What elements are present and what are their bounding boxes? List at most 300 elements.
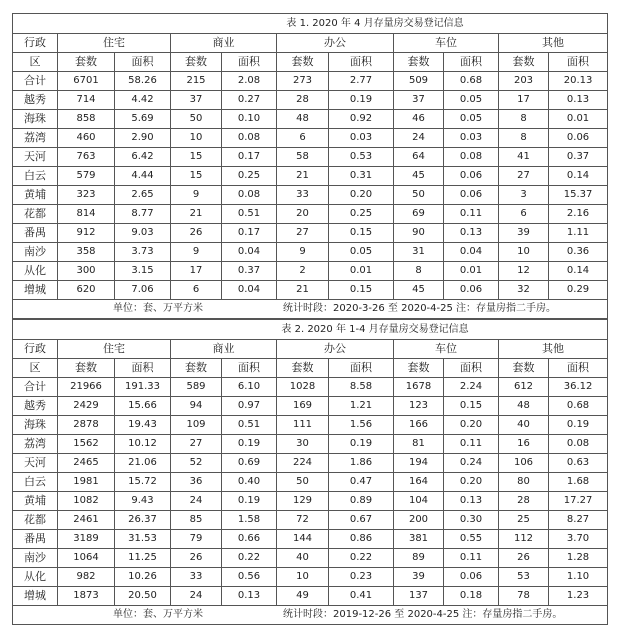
cell-value: 58.26 [115,72,171,91]
table-row [13,205,608,224]
table-row [13,110,608,129]
cell-value: 27 [171,435,222,454]
cell-value: 0.13 [444,224,499,243]
cell-value: 137 [394,587,444,606]
district-name: 南沙 [13,243,58,262]
cell-value: 2 [277,262,329,281]
cell-value: 2.65 [115,186,171,205]
cell-value: 26 [171,224,222,243]
cell-value: 0.20 [444,473,499,492]
sub-header-area: 面积 [329,359,394,378]
cell-value: 224 [277,454,329,473]
cell-value: 0.11 [444,435,499,454]
period-note: 统计时段：2020-3-26 至 2020-4-25 注：存量房指二手房。 [283,303,557,314]
cell-value: 0.03 [444,129,499,148]
table-row [13,167,608,186]
cell-value: 17 [499,91,549,110]
cell-value: 0.63 [549,454,608,473]
cell-value: 15.72 [115,473,171,492]
table-row [13,511,608,530]
cell-value: 69 [394,205,444,224]
sub-header-area: 面积 [444,53,499,72]
unit-note: 单位：套、万平方米 [113,303,203,314]
district-name: 海珠 [13,416,58,435]
cell-value: 24 [171,587,222,606]
district-name: 花都 [13,205,58,224]
cell-value: 8 [499,129,549,148]
cell-value: 6701 [58,72,115,91]
cell-value: 21.06 [115,454,171,473]
sub-header-area: 面积 [549,359,608,378]
cell-value: 39 [394,568,444,587]
cell-value: 8.77 [115,205,171,224]
sub-header-count: 套数 [394,53,444,72]
cell-value: 0.14 [549,167,608,186]
cell-value: 0.51 [222,205,277,224]
cell-value: 104 [394,492,444,511]
cell-value: 714 [58,91,115,110]
cell-value: 9 [277,243,329,262]
cell-value: 1028 [277,378,329,397]
cell-value: 3.73 [115,243,171,262]
cell-value: 2461 [58,511,115,530]
cell-value: 2.08 [222,72,277,91]
cell-value: 0.69 [222,454,277,473]
group-header: 车位 [394,340,499,359]
cell-value: 0.68 [549,397,608,416]
cell-value: 37 [394,91,444,110]
cell-value: 78 [499,587,549,606]
district-name: 合计 [13,378,58,397]
cell-value: 0.23 [329,568,394,587]
cell-value: 0.17 [222,148,277,167]
cell-value: 30 [277,435,329,454]
table-row [13,492,608,511]
district-name: 白云 [13,167,58,186]
cell-value: 273 [277,72,329,91]
cell-value: 10.26 [115,568,171,587]
cell-value: 28 [277,91,329,110]
sub-header-count: 套数 [58,359,115,378]
cell-value: 0.19 [549,416,608,435]
district-name: 越秀 [13,397,58,416]
cell-value: 129 [277,492,329,511]
cell-value: 191.33 [115,378,171,397]
cell-value: 2429 [58,397,115,416]
table-row [13,454,608,473]
cell-value: 50 [394,186,444,205]
cell-value: 0.13 [549,91,608,110]
cell-value: 1.23 [549,587,608,606]
cell-value: 48 [499,397,549,416]
cell-value: 10 [171,129,222,148]
cell-value: 25 [499,511,549,530]
district-header-top: 行政 [13,34,58,53]
cell-value: 0.06 [444,167,499,186]
cell-value: 460 [58,129,115,148]
cell-value: 58 [277,148,329,167]
group-header: 办公 [277,34,394,53]
district-name: 从化 [13,568,58,587]
cell-value: 31.53 [115,530,171,549]
cell-value: 112 [499,530,549,549]
table-row [13,129,608,148]
cell-value: 0.19 [222,492,277,511]
cell-value: 26 [499,549,549,568]
cell-value: 0.36 [549,243,608,262]
cell-value: 6 [171,281,222,300]
group-header: 其他 [499,340,608,359]
cell-value: 0.47 [329,473,394,492]
cell-value: 982 [58,568,115,587]
cell-value: 2878 [58,416,115,435]
cell-value: 300 [58,262,115,281]
cell-value: 1.28 [549,549,608,568]
cell-value: 0.67 [329,511,394,530]
cell-value: 53 [499,568,549,587]
cell-value: 85 [171,511,222,530]
cell-value: 46 [394,110,444,129]
cell-value: 17 [171,262,222,281]
cell-value: 1.21 [329,397,394,416]
cell-value: 203 [499,72,549,91]
cell-value: 0.01 [549,110,608,129]
cell-value: 0.06 [444,281,499,300]
cell-value: 5.69 [115,110,171,129]
sub-header-area: 面积 [329,53,394,72]
cell-value: 0.20 [444,416,499,435]
cell-value: 1678 [394,378,444,397]
cell-value: 0.06 [444,568,499,587]
cell-value: 21 [171,205,222,224]
table-row [13,281,608,300]
cell-value: 0.53 [329,148,394,167]
cell-value: 144 [277,530,329,549]
sub-header-area: 面积 [115,359,171,378]
cell-value: 0.11 [444,205,499,224]
district-name: 增城 [13,281,58,300]
cell-value: 1.56 [329,416,394,435]
cell-value: 64 [394,148,444,167]
cell-value: 79 [171,530,222,549]
cell-value: 0.11 [444,549,499,568]
period-note: 统计时段：2019-12-26 至 2020-4-25 注：存量房指二手房。 [283,609,563,620]
cell-value: 52 [171,454,222,473]
cell-value: 0.66 [222,530,277,549]
cell-value: 10 [499,243,549,262]
cell-value: 0.04 [222,243,277,262]
table-row [13,587,608,606]
cell-value: 21 [277,167,329,186]
sub-header-area: 面积 [549,53,608,72]
cell-value: 0.92 [329,110,394,129]
cell-value: 0.25 [222,167,277,186]
cell-value: 1.58 [222,511,277,530]
cell-value: 814 [58,205,115,224]
cell-value: 1082 [58,492,115,511]
district-name: 荔湾 [13,129,58,148]
district-header-top: 行政 [13,340,58,359]
cell-value: 49 [277,587,329,606]
cell-value: 21966 [58,378,115,397]
cell-value: 8.27 [549,511,608,530]
cell-value: 0.13 [222,587,277,606]
table-title-text: 表 2. 2020 年 1-4 月存量房交易登记信息 [281,323,469,335]
sub-header-count: 套数 [394,359,444,378]
tables-container [12,13,607,625]
unit-note: 单位：套、万平方米 [113,609,203,620]
cell-value: 40 [499,416,549,435]
cell-value: 2.24 [444,378,499,397]
cell-value: 8 [394,262,444,281]
cell-value: 24 [171,492,222,511]
district-name: 荔湾 [13,435,58,454]
cell-value: 2.77 [329,72,394,91]
group-header: 车位 [394,34,499,53]
cell-value: 0.08 [444,148,499,167]
cell-value: 15.66 [115,397,171,416]
district-name: 番禺 [13,224,58,243]
sub-header-area: 面积 [115,53,171,72]
cell-value: 0.97 [222,397,277,416]
cell-value: 3189 [58,530,115,549]
sub-header-area: 面积 [222,359,277,378]
cell-value: 0.29 [549,281,608,300]
table-row [13,262,608,281]
cell-value: 0.24 [444,454,499,473]
sub-header-area: 面积 [222,53,277,72]
cell-value: 48 [277,110,329,129]
cell-value: 612 [499,378,549,397]
cell-value: 33 [277,186,329,205]
cell-value: 0.68 [444,72,499,91]
cell-value: 323 [58,186,115,205]
cell-value: 6.10 [222,378,277,397]
cell-value: 1873 [58,587,115,606]
cell-value: 11.25 [115,549,171,568]
cell-value: 111 [277,416,329,435]
cell-value: 381 [394,530,444,549]
district-name: 花都 [13,511,58,530]
cell-value: 27 [277,224,329,243]
cell-value: 0.41 [329,587,394,606]
cell-value: 94 [171,397,222,416]
cell-value: 0.15 [329,281,394,300]
cell-value: 0.31 [329,167,394,186]
cell-value: 589 [171,378,222,397]
cell-value: 1562 [58,435,115,454]
table-row [13,148,608,167]
cell-value: 858 [58,110,115,129]
cell-value: 45 [394,281,444,300]
cell-value: 39 [499,224,549,243]
cell-value: 9 [171,243,222,262]
cell-value: 164 [394,473,444,492]
cell-value: 28 [499,492,549,511]
table-title [13,14,608,34]
cell-value: 0.08 [222,186,277,205]
cell-value: 0.19 [329,435,394,454]
group-header: 住宅 [58,34,171,53]
cell-value: 7.06 [115,281,171,300]
cell-value: 6 [277,129,329,148]
cell-value: 3.15 [115,262,171,281]
cell-value: 50 [171,110,222,129]
cell-value: 109 [171,416,222,435]
cell-value: 0.40 [222,473,277,492]
cell-value: 9.43 [115,492,171,511]
group-header: 办公 [277,340,394,359]
cell-value: 15 [171,148,222,167]
sub-header-count: 套数 [499,53,549,72]
cell-value: 80 [499,473,549,492]
cell-value: 123 [394,397,444,416]
cell-value: 20.13 [549,72,608,91]
cell-value: 20 [277,205,329,224]
district-name: 越秀 [13,91,58,110]
sub-header-count: 套数 [277,359,329,378]
district-name: 海珠 [13,110,58,129]
cell-value: 1.11 [549,224,608,243]
cell-value: 9.03 [115,224,171,243]
table-row [13,568,608,587]
cell-value: 1.68 [549,473,608,492]
cell-value: 0.37 [222,262,277,281]
cell-value: 0.17 [222,224,277,243]
table-2-jan-apr [12,319,608,625]
district-name: 南沙 [13,549,58,568]
cell-value: 19.43 [115,416,171,435]
cell-value: 0.19 [329,91,394,110]
cell-value: 90 [394,224,444,243]
cell-value: 1064 [58,549,115,568]
cell-value: 0.05 [444,110,499,129]
cell-value: 4.42 [115,91,171,110]
cell-value: 10.12 [115,435,171,454]
table-row [13,435,608,454]
table-row [13,416,608,435]
table-row [13,72,608,91]
cell-value: 32 [499,281,549,300]
cell-value: 20.50 [115,587,171,606]
cell-value: 2465 [58,454,115,473]
district-name: 从化 [13,262,58,281]
cell-value: 0.19 [222,435,277,454]
cell-value: 509 [394,72,444,91]
cell-value: 6 [499,205,549,224]
cell-value: 33 [171,568,222,587]
sub-header-count: 套数 [171,359,222,378]
cell-value: 0.51 [222,416,277,435]
cell-value: 194 [394,454,444,473]
table-row [13,378,608,397]
cell-value: 0.03 [329,129,394,148]
cell-value: 9 [171,186,222,205]
cell-value: 0.08 [222,129,277,148]
cell-value: 81 [394,435,444,454]
cell-value: 0.22 [222,549,277,568]
district-name: 天河 [13,148,58,167]
cell-value: 2.90 [115,129,171,148]
cell-value: 36.12 [549,378,608,397]
table-title-text: 表 1. 2020 年 4 月存量房交易登记信息 [286,17,464,29]
district-name: 合计 [13,72,58,91]
cell-value: 0.86 [329,530,394,549]
cell-value: 763 [58,148,115,167]
table-row [13,243,608,262]
cell-value: 27 [499,167,549,186]
group-header: 其他 [499,34,608,53]
district-name: 黄埔 [13,186,58,205]
district-name: 天河 [13,454,58,473]
cell-value: 12 [499,262,549,281]
cell-value: 0.27 [222,91,277,110]
cell-value: 8 [499,110,549,129]
cell-value: 169 [277,397,329,416]
cell-value: 10 [277,568,329,587]
cell-value: 0.04 [444,243,499,262]
table-row [13,473,608,492]
group-header: 商业 [171,340,277,359]
cell-value: 8.58 [329,378,394,397]
cell-value: 15 [171,167,222,186]
sub-header-count: 套数 [499,359,549,378]
group-header: 住宅 [58,340,171,359]
table-row [13,224,608,243]
table-footer [13,606,608,625]
cell-value: 26 [171,549,222,568]
cell-value: 4.44 [115,167,171,186]
cell-value: 215 [171,72,222,91]
cell-value: 3 [499,186,549,205]
cell-value: 200 [394,511,444,530]
cell-value: 0.20 [329,186,394,205]
cell-value: 16 [499,435,549,454]
cell-value: 41 [499,148,549,167]
cell-value: 0.25 [329,205,394,224]
district-header-bottom: 区 [13,359,58,378]
cell-value: 72 [277,511,329,530]
cell-value: 2.16 [549,205,608,224]
district-name: 增城 [13,587,58,606]
cell-value: 0.55 [444,530,499,549]
table-row [13,91,608,110]
cell-value: 1.10 [549,568,608,587]
cell-value: 17.27 [549,492,608,511]
cell-value: 24 [394,129,444,148]
cell-value: 15.37 [549,186,608,205]
cell-value: 358 [58,243,115,262]
cell-value: 45 [394,167,444,186]
cell-value: 36 [171,473,222,492]
table-row [13,397,608,416]
cell-value: 0.56 [222,568,277,587]
cell-value: 0.89 [329,492,394,511]
cell-value: 6.42 [115,148,171,167]
cell-value: 0.05 [329,243,394,262]
cell-value: 0.08 [549,435,608,454]
cell-value: 0.04 [222,281,277,300]
cell-value: 1.86 [329,454,394,473]
cell-value: 31 [394,243,444,262]
cell-value: 0.37 [549,148,608,167]
table-row [13,549,608,568]
cell-value: 1981 [58,473,115,492]
cell-value: 0.06 [444,186,499,205]
sub-header-count: 套数 [277,53,329,72]
cell-value: 620 [58,281,115,300]
cell-value: 0.01 [444,262,499,281]
